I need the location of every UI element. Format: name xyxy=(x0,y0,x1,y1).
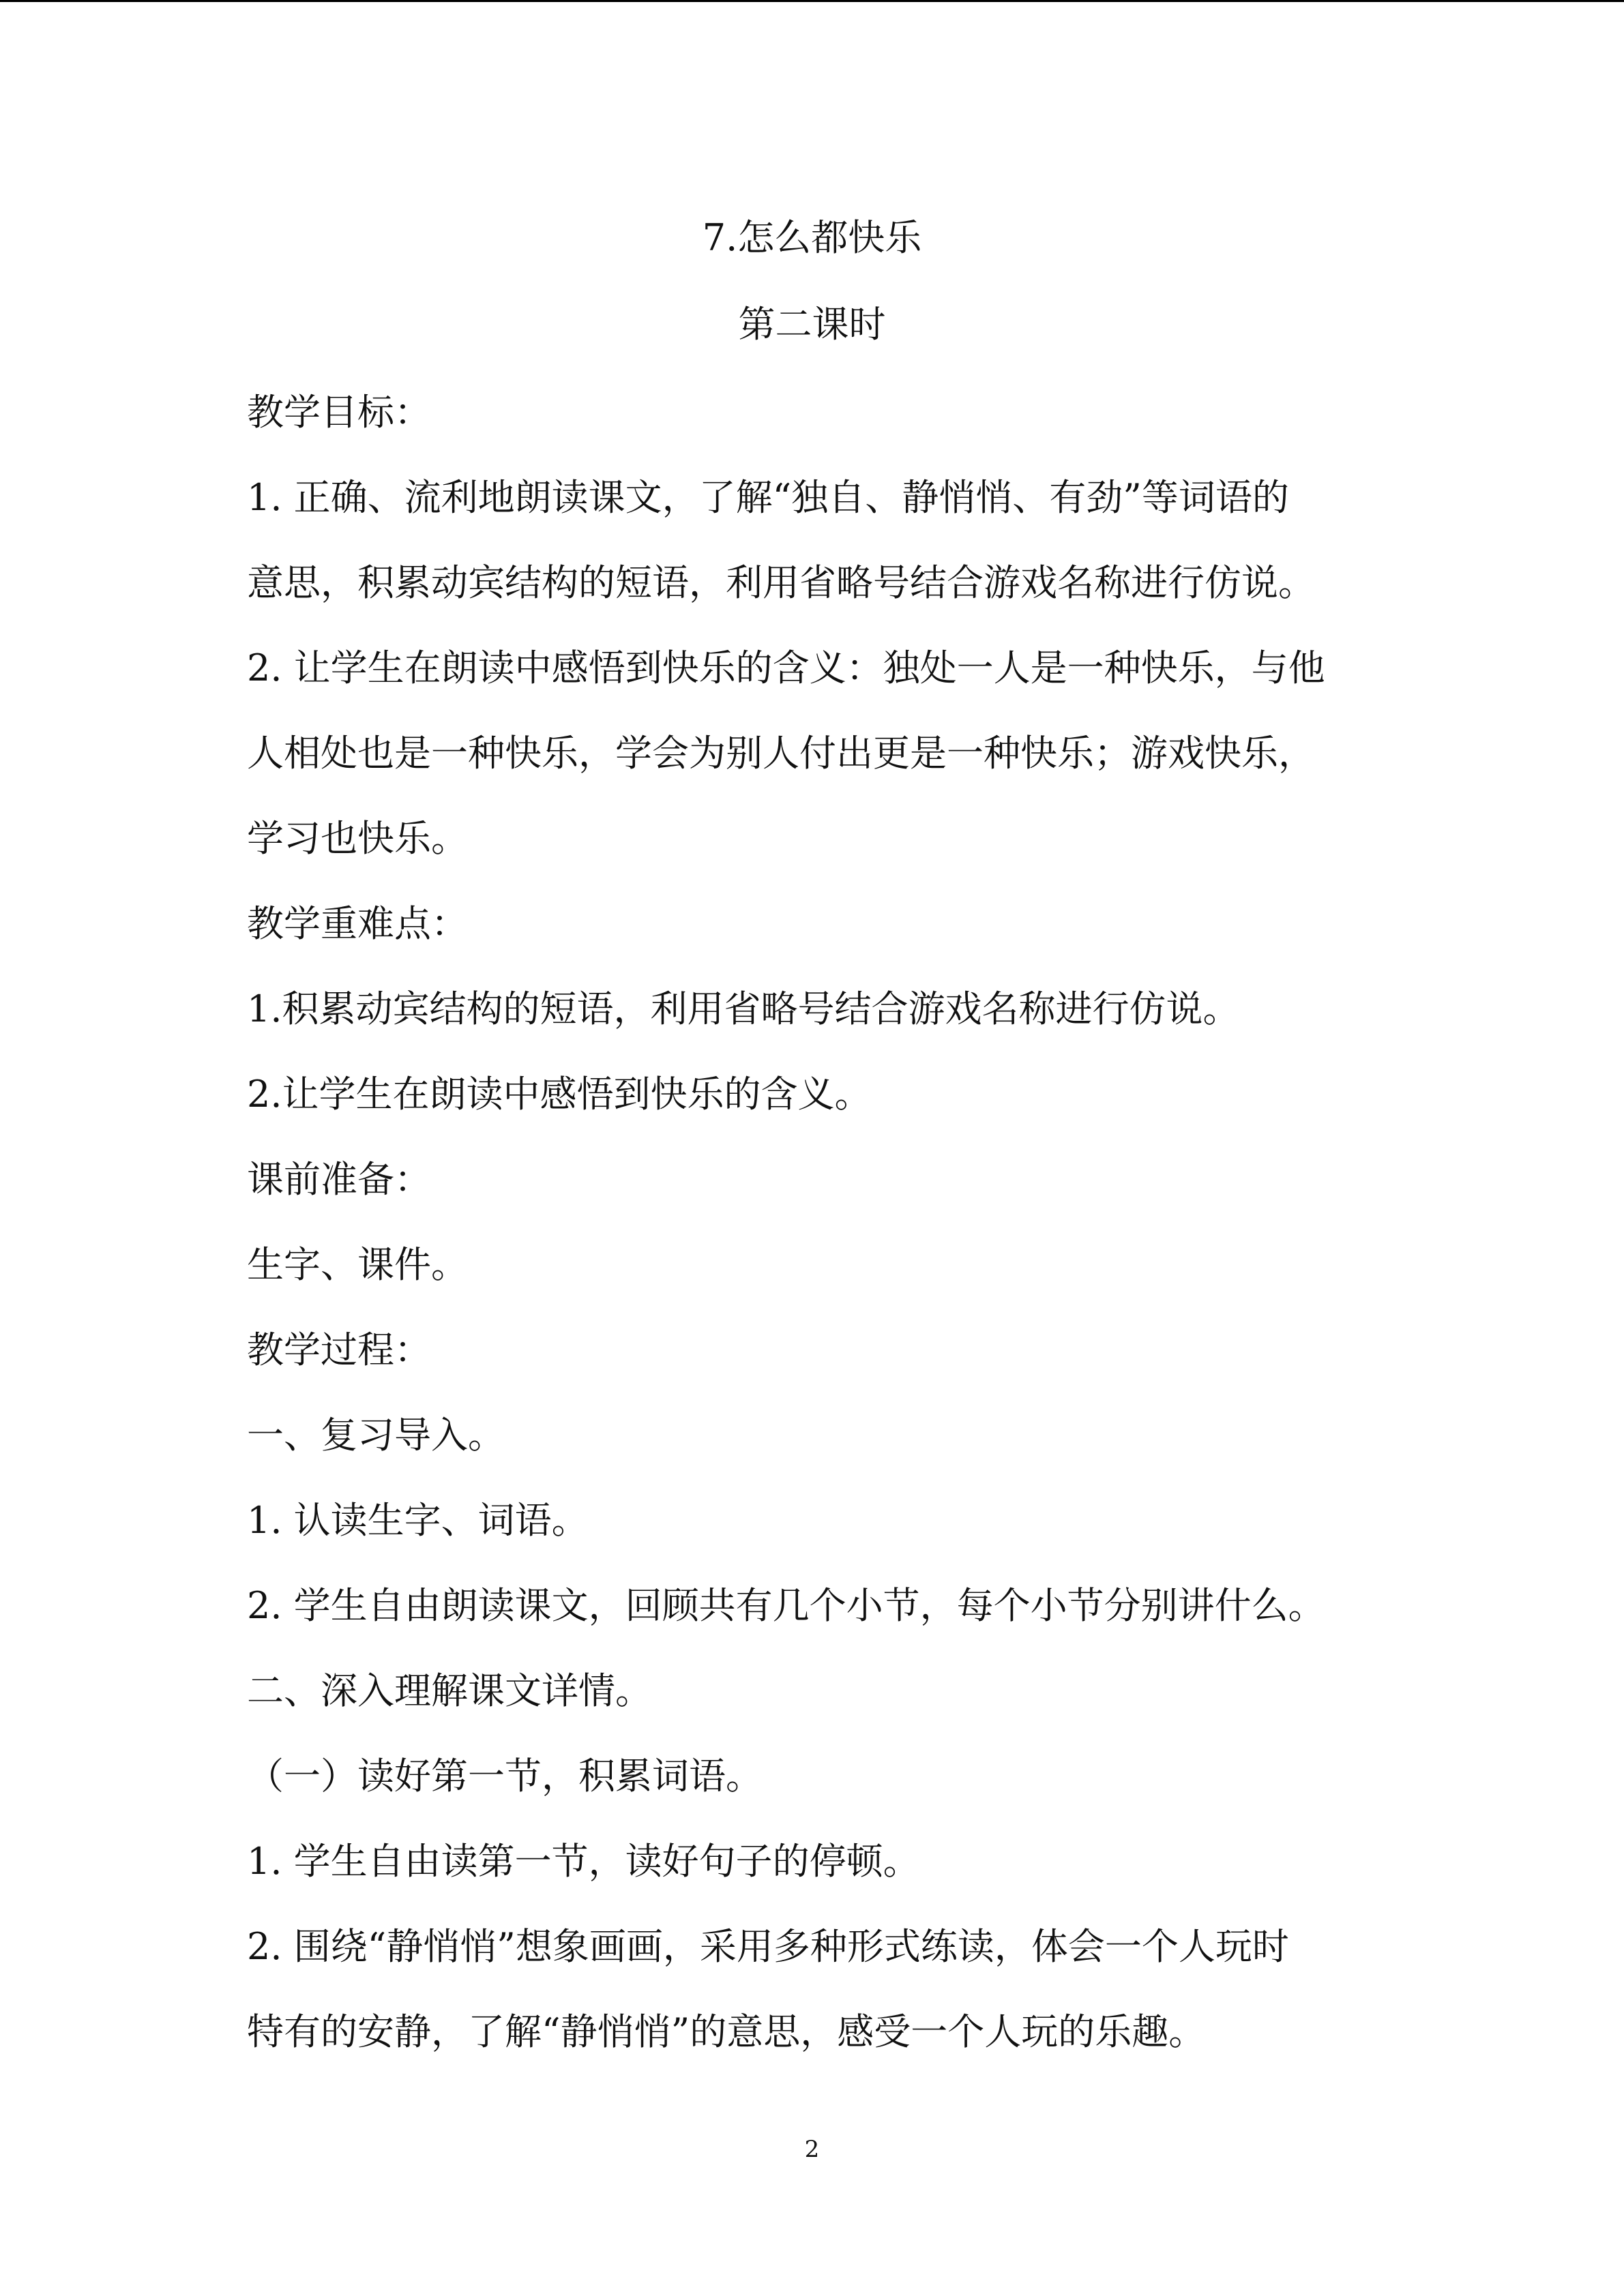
stanza-step-1: 1. 学生自由读第一节，读好句子的停顿。 xyxy=(247,1840,920,1883)
page-number: 2 xyxy=(804,2136,820,2163)
goal-1-line-2: 意思，积累动宾结构的短语，利用省略号结合游戏名称进行仿说。 xyxy=(247,561,1315,604)
review-step-1: 1. 认读生字、词语。 xyxy=(247,1499,589,1542)
heading-teaching-process: 教学过程： xyxy=(247,1328,431,1371)
section-deep-understanding: 二、深入理解课文详情。 xyxy=(247,1669,652,1712)
preparation-items: 生字、课件。 xyxy=(247,1243,468,1286)
subsection-first-stanza: （一）读好第一节，积累词语。 xyxy=(247,1755,763,1798)
goal-2-line-1: 2. 让学生在朗读中感悟到快乐的含义：独处一人是一种快乐，与他 xyxy=(247,646,1325,689)
lesson-title: 7.怎么都快乐 xyxy=(702,216,922,259)
goal-1-line-1: 1. 正确、流利地朗读课文，了解“独自、静悄悄、有劲”等词语的 xyxy=(247,476,1289,519)
goal-2-line-2: 人相处也是一种快乐，学会为别人付出更是一种快乐；游戏快乐， xyxy=(247,732,1315,775)
heading-key-points: 教学重难点： xyxy=(247,902,468,945)
review-step-2: 2. 学生自由朗读课文，回顾共有几个小节，每个小节分别讲什么。 xyxy=(247,1584,1325,1627)
top-border-line xyxy=(0,0,1624,2)
section-review-intro: 一、复习导入。 xyxy=(247,1414,505,1457)
stanza-step-2-line-1: 2. 围绕“静悄悄”想象画画，采用多种形式练读，体会一个人玩时 xyxy=(247,1925,1289,1968)
key-point-2: 2.让学生在朗读中感悟到快乐的含义。 xyxy=(247,1073,872,1116)
heading-teaching-goals: 教学目标： xyxy=(247,391,431,434)
key-point-1: 1.积累动宾结构的短语，利用省略号结合游戏名称进行仿说。 xyxy=(247,987,1240,1030)
document-body xyxy=(247,389,1379,2093)
stanza-step-2-line-2: 特有的安静，了解“静悄悄”的意思，感受一个人玩的乐趣。 xyxy=(247,2010,1206,2053)
lesson-subtitle: 第二课时 xyxy=(738,303,886,346)
heading-preparation: 课前准备： xyxy=(247,1158,431,1201)
goal-2-line-3: 学习也快乐。 xyxy=(247,817,468,860)
